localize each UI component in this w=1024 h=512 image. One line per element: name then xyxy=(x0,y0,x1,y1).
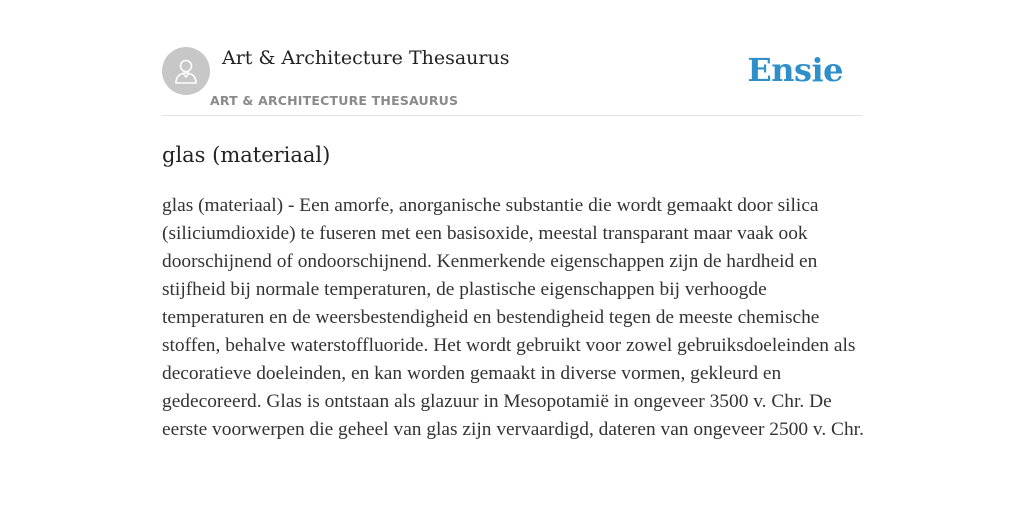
entry-definition: glas (materiaal) - Een amorfe, anorganische substantie die wordt gemaakt door silica (siliciumdioxide) te fuseren met een basisoxide, meestal transparant maar vaak ook doorschijnend of ondoorschijnend. Kenmerkende eigenschappen zijn de hardheid en stijfheid bij normale temperaturen, de plastische eigenschappen bij verhoogde temperaturen en de weersbestendigheid en bestendigheid tegen de meeste chemische stoffen, behalve waterstoffluoride. Het wordt gebruikt voor zowel gebruiksdoeleinden als decoratieve doeleinden, en kan worden gemaakt in diverse vormen, gekleurd en gedecoreerd. Glas is ontstaan als glazuur in Mesopotamië in ongeveer 3500 v. Chr. De eerste voorwerpen die geheel van glas zijn vervaardigd, dateren van ongeveer 2500 v. Chr. xyxy=(162,195,864,440)
definition-card xyxy=(162,0,862,512)
user-silhouette-icon xyxy=(171,56,201,86)
author-name[interactable]: Art & Architecture Thesaurus xyxy=(222,47,510,69)
brand-logo[interactable]: Ensie xyxy=(747,51,843,89)
card-header xyxy=(162,0,862,116)
author-source-label[interactable]: ART & ARCHITECTURE THESAURUS xyxy=(210,93,459,108)
avatar[interactable] xyxy=(162,47,210,95)
entry-title: glas (materiaal) xyxy=(162,143,331,167)
